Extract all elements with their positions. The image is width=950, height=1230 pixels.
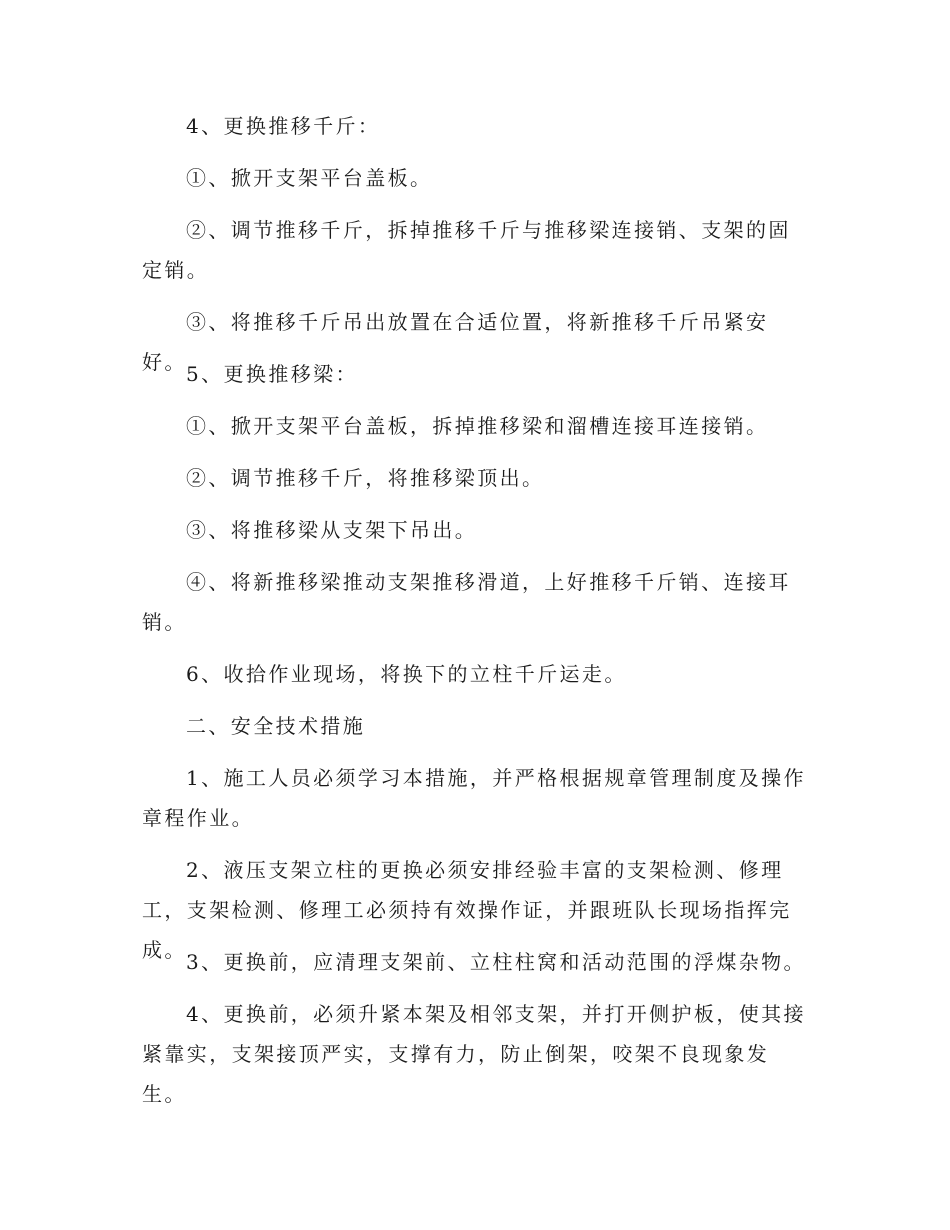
paragraph-safety-4: 4、更换前，必须升紧本架及相邻支架，并打开侧护板，使其接紧靠实，支架接顶严实，支撑有力，防止倒架，咬架不良现象发生。	[142, 1002, 806, 1106]
paragraph-step-5-4: ④、将新推移梁推动支架推移滑道，上好推移千斤销、连接耳销。	[142, 570, 791, 634]
paragraph-step-5-2: ②、调节推移千斤，将推移梁顶出。	[186, 466, 545, 490]
paragraph-step-5-heading: 5、更换推移梁：	[186, 362, 358, 386]
paragraph-step-4-1: ①、掀开支架平台盖板。	[186, 166, 433, 190]
paragraph-step-5-1: ①、掀开支架平台盖板，拆掉推移梁和溜槽连接耳连接销。	[186, 414, 769, 438]
paragraph-step-4-3: ③、将推移千斤吊出放置在合适位置，将新推移千斤吊紧安好。	[142, 310, 769, 374]
paragraph-step-5-3: ③、将推移梁从支架下吊出。	[186, 518, 478, 542]
paragraph-safety-2: 2、液压支架立柱的更换必须安排经验丰富的支架检测、修理工，支架检测、修理工必须持有效操作证，并跟班队长现场指挥完成。	[142, 858, 792, 962]
paragraph-step-4-2: ②、调节推移千斤，拆掉推移千斤与推移梁连接销、支架的固定销。	[142, 218, 791, 282]
paragraph-step-6: 6、收拾作业现场，将换下的立柱千斤运走。	[186, 662, 627, 686]
paragraph-safety-1: 1、施工人员必须学习本措施，并严格根据规章管理制度及操作章程作业。	[142, 766, 806, 830]
section-heading-safety: 二、安全技术措施	[186, 714, 366, 738]
paragraph-step-4-heading: 4、更换推移千斤：	[186, 114, 381, 138]
paragraph-safety-3: 3、更换前，应清理支架前、立柱柱窝和活动范围的浮煤杂物。	[186, 950, 806, 974]
